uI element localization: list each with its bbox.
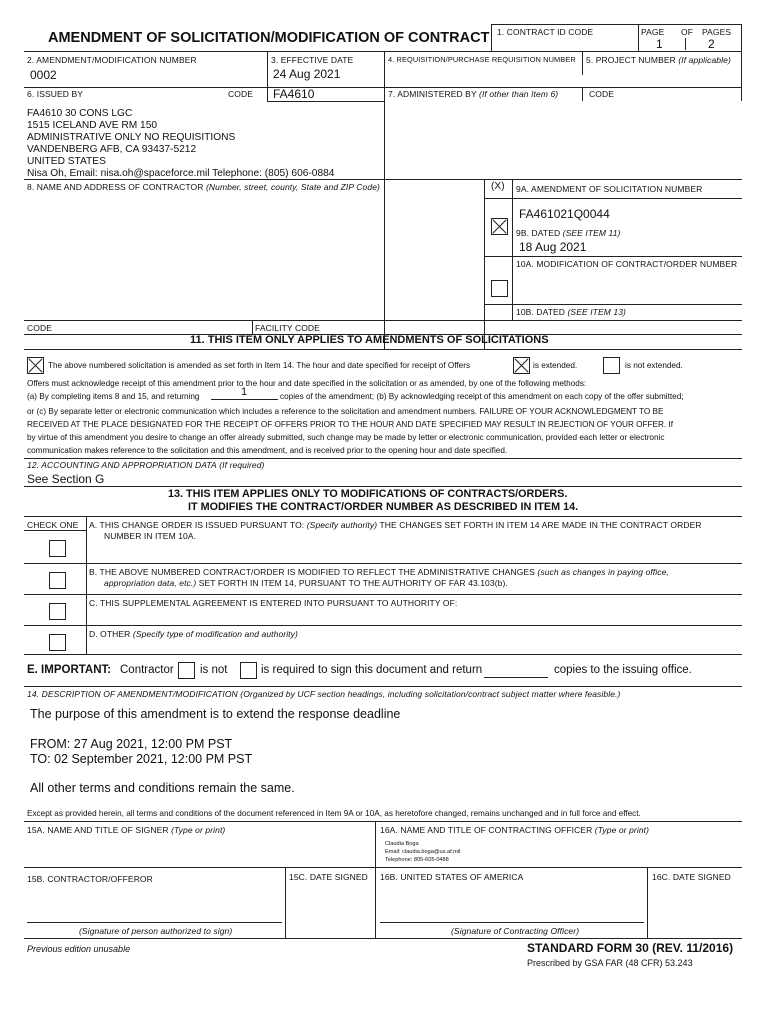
signer-15a-label: 15A. NAME AND TITLE OF SIGNER (Type or print): [27, 825, 226, 835]
dated-10b-label: 10B. DATED (SEE ITEM 13): [516, 307, 626, 317]
item12-label: 12. ACCOUNTING AND APPROPRIATION DATA (If required): [27, 460, 265, 470]
page-value[interactable]: 1: [656, 37, 663, 51]
issued-code-value[interactable]: FA4610: [273, 87, 315, 101]
paragraph-line: by virtue of this amendment you desire to change an offer already submitted, such change may be made by letter or electronic communication, provided each letter or electronic: [27, 433, 665, 442]
paragraph-line: or (c) By separate letter or electronic communication which includes a reference to the solicitation and amendment numbers. FAILURE OF YOUR ACKNOWLEDGMENT TO BE: [27, 407, 664, 416]
administered-by-label: 7. ADMINISTERED BY (If other than Item 6): [388, 89, 559, 99]
item14-terms[interactable]: All other terms and conditions remain the same.: [30, 781, 295, 795]
item13c-label: C. THIS SUPPLEMENTAL AGREEMENT IS ENTERED INTO PURSUANT TO AUTHORITY OF:: [89, 598, 458, 608]
amendment-9a-label: 9A. AMENDMENT OF SOLICITATION NUMBER: [516, 184, 703, 194]
administered-code-label: CODE: [589, 89, 614, 99]
previous-edition-note: Previous edition unusable: [27, 944, 131, 954]
checkbox-10a[interactable]: [491, 280, 508, 297]
signature-officer-caption: (Signature of Contracting Officer): [451, 926, 580, 936]
checkbox-solicitation-amended[interactable]: [27, 357, 44, 374]
item11-line1: The above numbered solicitation is amended as set forth in Item 14. The hour and date specified for receipt of Offers: [48, 361, 471, 370]
issued-by-label: 6. ISSUED BY: [27, 89, 83, 99]
checkbox-13b[interactable]: [49, 572, 66, 589]
date-16c-label: 16C. DATE SIGNED: [652, 872, 731, 882]
item13-heading-1: 13. THIS ITEM APPLIES ONLY TO MODIFICATIONS OF CONTRACTS/ORDERS.: [168, 488, 568, 500]
address-line: VANDENBERG AFB, CA 93437-5212: [27, 144, 197, 155]
modification-10a-label: 10A. MODIFICATION OF CONTRACT/ORDER NUMBER: [516, 259, 738, 269]
checkbox-is-not[interactable]: [178, 662, 195, 679]
officer-line: Claudia Boga: [385, 841, 419, 847]
not-extended-label: is not extended.: [625, 361, 683, 370]
pages-value[interactable]: 2: [708, 37, 715, 51]
contractor-15b-label: 15B. CONTRACTOR/OFFEROR: [27, 874, 153, 884]
item14-label: 14. DESCRIPTION OF AMENDMENT/MODIFICATION (Organized by UCF section headings, including solicitation/contract subject matter where feasible.): [27, 689, 621, 699]
checkbox-13a[interactable]: [49, 540, 66, 557]
pages-label: PAGES: [702, 27, 732, 37]
x-column-label: (X): [491, 181, 505, 192]
checkbox-is-required[interactable]: [240, 662, 257, 679]
important-contractor: Contractor: [120, 664, 174, 676]
project-number-label: 5. PROJECT NUMBER (If applicable): [586, 55, 731, 65]
item13d-label: D. OTHER (Specify type of modification and authority): [89, 629, 298, 639]
standard-form-label: STANDARD FORM 30 (REV. 11/2016): [527, 941, 734, 955]
officer-line: Telephone: 805-605-0488: [385, 857, 449, 863]
item12-value[interactable]: See Section G: [27, 472, 105, 486]
item13-heading-2: IT MODIFIES THE CONTRACT/ORDER NUMBER AS DESCRIBED IN ITEM 14.: [188, 501, 579, 513]
contractor-label: 8. NAME AND ADDRESS OF CONTRACTOR (Number, street, county, State and ZIP Code): [27, 182, 380, 192]
address-line: Nisa Oh, Email: nisa.oh@spaceforce.mil Telephone: (805) 606-0884: [27, 168, 335, 179]
signature-contractor-caption: (Signature of person authorized to sign): [79, 926, 233, 936]
address-line: 1515 ICELAND AVE RM 150: [27, 120, 158, 131]
effective-date-label: 3. EFFECTIVE DATE: [271, 55, 354, 65]
contract-id-label: 1. CONTRACT ID CODE: [497, 27, 594, 37]
item14-from[interactable]: FROM: 27 Aug 2021, 12:00 PM PST: [30, 737, 233, 751]
address-line: FA4610 30 CONS LGC: [27, 108, 133, 119]
item11-line3b: copies of the amendment; (b) By acknowledging receipt of this amendment on each copy of the offer submitted;: [280, 392, 684, 401]
effective-date-value[interactable]: 24 Aug 2021: [273, 67, 341, 81]
item13b-line1: B. THE ABOVE NUMBERED CONTRACT/ORDER IS MODIFIED TO REFLECT THE ADMINISTRATIVE CHANGES (such as changes in paying office,: [89, 567, 669, 577]
amendment-9a-value[interactable]: FA461021Q0044: [519, 207, 610, 221]
officer-16a-label: 16A. NAME AND TITLE OF CONTRACTING OFFICER (Type or print): [380, 825, 650, 835]
date-15c-label: 15C. DATE SIGNED: [289, 872, 368, 882]
amendment-number-label: 2. AMENDMENT/MODIFICATION NUMBER: [27, 55, 197, 65]
officer-info: [385, 840, 460, 864]
contractor-code-label: CODE: [27, 323, 52, 333]
item13a-line1: A. THIS CHANGE ORDER IS ISSUED PURSUANT TO: (Specify authority) THE CHANGES SET FORTH IN ITEM 14 ARE MADE IN THE CONTRACT ORDER: [89, 520, 702, 530]
of-label: OF: [681, 27, 694, 37]
copies-value[interactable]: 1: [241, 386, 248, 398]
checkbox-13d[interactable]: [49, 634, 66, 651]
except-statement: Except as provided herein, all terms and conditions of the document referenced in Item 9A or 10A, as heretofore changed, remains unchanged and in full force and effect.: [27, 809, 641, 818]
extended-label: is extended.: [533, 361, 578, 370]
checkbox-9a-checked[interactable]: [491, 218, 508, 235]
address-line: UNITED STATES: [27, 156, 106, 167]
important-is-required: is required to sign this document and return: [261, 664, 483, 676]
amendment-number-value[interactable]: 0002: [30, 68, 57, 82]
item11-paragraph: [27, 405, 673, 457]
important-label: E. IMPORTANT:: [27, 664, 112, 676]
checkbox-not-extended[interactable]: [603, 357, 620, 374]
checkbox-13c[interactable]: [49, 603, 66, 620]
item14-purpose[interactable]: The purpose of this amendment is to extend the response deadline: [30, 707, 401, 721]
usa-16b-label: 16B. UNITED STATES OF AMERICA: [380, 872, 524, 882]
dated-9b-label: 9B. DATED (SEE ITEM 11): [516, 228, 621, 238]
checkbox-extended[interactable]: [513, 357, 530, 374]
item14-to[interactable]: TO: 02 September 2021, 12:00 PM PST: [30, 752, 253, 766]
address-line: ADMINISTRATIVE ONLY NO REQUISITIONS: [27, 132, 236, 143]
item13b-line2: appropriation data, etc.) SET FORTH IN ITEM 14, PURSUANT TO THE AUTHORITY OF FAR 43.103(b).: [104, 578, 508, 588]
issued-code-label: CODE: [228, 89, 253, 99]
facility-code-label: FACILITY CODE: [255, 323, 320, 333]
form-title: AMENDMENT OF SOLICITATION/MODIFICATION OF CONTRACT: [48, 30, 490, 46]
important-copies: copies to the issuing office.: [554, 664, 692, 676]
important-is-not: is not: [200, 664, 228, 676]
issuer-address: [27, 108, 334, 180]
officer-line: Email: claudia.boga@us.af.mil: [385, 849, 461, 855]
paragraph-line: RECEIVED AT THE PLACE DESIGNATED FOR THE RECEIPT OF OFFERS PRIOR TO THE HOUR AND DATE SPECIFIED MAY RESULT IN REJECTION OF YOUR OFFER. If: [27, 420, 674, 429]
requisition-number-label: 4. REQUISITION/PURCHASE REQUISITION NUMBER: [388, 55, 576, 64]
dated-9b-value[interactable]: 18 Aug 2021: [519, 240, 587, 254]
paragraph-line: communication makes reference to the solicitation and this amendment, and is received prior to the opening hour and date specified.: [27, 446, 508, 455]
page-label: PAGE: [641, 27, 665, 37]
item11-line3a: (a) By completing items 8 and 15, and returning: [27, 392, 200, 401]
item11-heading: 11. THIS ITEM ONLY APPLIES TO AMENDMENTS OF SOLICITATIONS: [190, 334, 549, 346]
item11-line2: Offers must acknowledge receipt of this amendment prior to the hour and date specified in the solicitation or as amended, by one of the following methods:: [27, 379, 587, 388]
prescribed-by-label: Prescribed by GSA FAR (48 CFR) 53.243: [527, 958, 693, 968]
item13a-line2: NUMBER IN ITEM 10A.: [104, 531, 197, 541]
check-one-label: CHECK ONE: [27, 520, 79, 530]
